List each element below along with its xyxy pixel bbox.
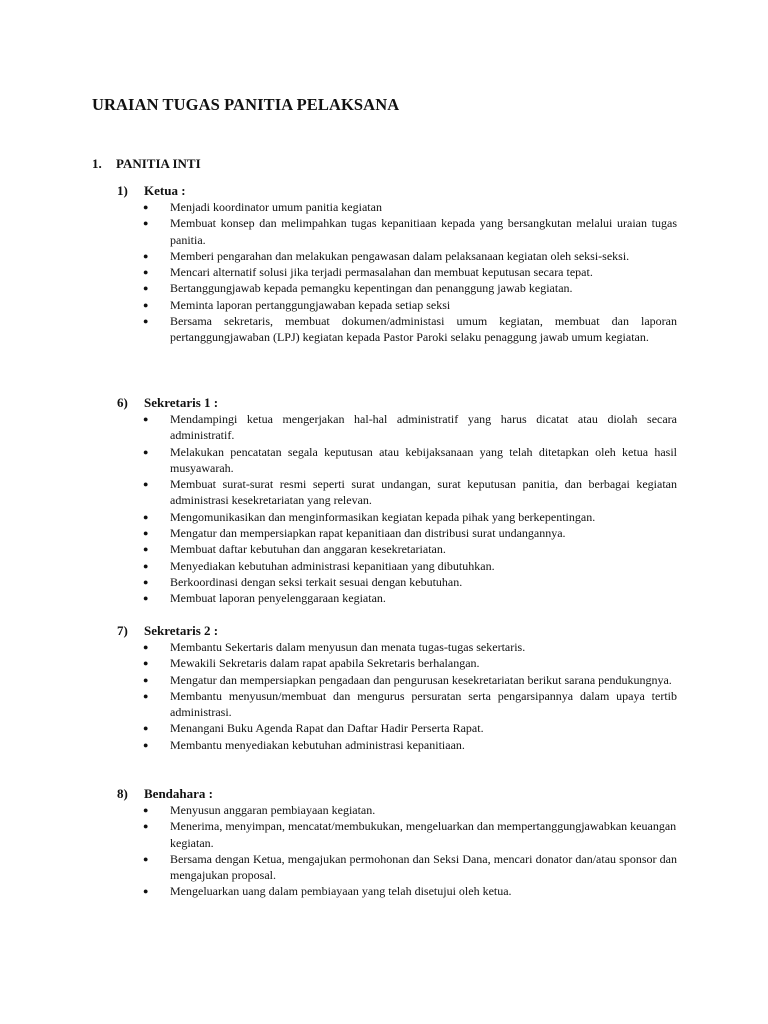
bullet-icon: ● bbox=[143, 250, 149, 261]
bullet-icon: ● bbox=[143, 479, 149, 490]
list-item: ● Melakukan pencatatan segala keputusan atau kebijaksanaan yang telah ditetapkan oleh ketua hasil musyawarah. bbox=[143, 444, 677, 475]
list-item: ● Menjadi koordinator umum panitia kegiatan bbox=[143, 200, 382, 214]
section-heading bbox=[117, 622, 677, 639]
bullet-icon: ● bbox=[143, 218, 149, 229]
list-item: ● Bersama dengan Ketua, mengajukan permohonan dan Seksi Dana, mencari donator dan/atau sponsor dan mengajukan proposal. bbox=[143, 851, 677, 883]
bullet-icon: ● bbox=[143, 202, 149, 212]
list-item: ● Membantu menyusun/membuat dan mengurus persuratan serta pengarsipannya dalam upaya tertib administrasi. bbox=[143, 688, 677, 720]
section-number: 7) bbox=[117, 623, 128, 638]
section-number: 1) bbox=[117, 183, 128, 198]
bullet-icon: ● bbox=[143, 544, 149, 555]
bullet-icon: ● bbox=[143, 821, 149, 832]
main-section-heading bbox=[92, 156, 201, 172]
bullet-list bbox=[117, 199, 677, 346]
main-section-label: PANITIA INTI bbox=[116, 156, 201, 171]
bullet-icon: ● bbox=[143, 511, 149, 522]
section-heading bbox=[117, 785, 677, 802]
section-label: Bendahara : bbox=[144, 786, 213, 801]
list-item: ● Membantu Sekertaris dalam menyusun dan menata tugas-tugas sekertaris. bbox=[143, 640, 526, 654]
section-label: Ketua : bbox=[144, 183, 186, 198]
bullet-icon: ● bbox=[143, 414, 149, 424]
list-item: ● Mendampingi ketua mengerjakan hal-hal administratif yang harus dicatat atau diolah secara administratif. bbox=[143, 412, 677, 443]
section-heading bbox=[117, 182, 677, 199]
list-item: ● Mengatur dan mempersiapkan pengadaan dan pengurusan kesekretariatan berikut sarana pendukungnya. bbox=[143, 672, 672, 687]
section-ketua bbox=[117, 182, 677, 346]
list-item: ● Mewakili Sekretaris dalam rapat apabila Sekretaris berhalangan. bbox=[143, 656, 480, 671]
bullet-icon: ● bbox=[143, 316, 149, 327]
main-section-number: 1. bbox=[92, 156, 102, 171]
list-item: ● Mengomunikasikan dan menginformasikan kegiatan kepada pihak yang berkepentingan. bbox=[143, 509, 596, 524]
bullet-icon: ● bbox=[143, 576, 149, 587]
bullet-icon: ● bbox=[143, 528, 149, 539]
list-item: ● Membuat surat-surat resmi seperti surat undangan, surat keputusan panitia, dan berbagai kegiatan administrasi kesekretariatan yang relevan. bbox=[143, 477, 677, 508]
bullet-icon: ● bbox=[143, 886, 149, 897]
bullet-icon: ● bbox=[143, 446, 149, 457]
list-item: ● Menyediakan kebutuhan administrasi kepanitiaan yang dibutuhkan. bbox=[143, 558, 495, 573]
bullet-icon: ● bbox=[143, 593, 149, 604]
section-bendahara bbox=[117, 785, 677, 900]
bullet-icon: ● bbox=[143, 283, 149, 294]
bullet-icon: ● bbox=[143, 805, 149, 815]
bullet-icon: ● bbox=[143, 658, 149, 669]
bullet-icon: ● bbox=[143, 560, 149, 571]
document-title: URAIAN TUGAS PANITIA PELAKSANA bbox=[92, 95, 400, 114]
bullet-list bbox=[117, 639, 677, 753]
list-item: ● Membuat konsep dan melimpahkan tugas kepanitiaan kepada yang bersangkutan melalui uraian tugas panitia. bbox=[143, 216, 677, 247]
list-item: ● Mengatur dan mempersiapkan rapat kepanitiaan dan distribusi surat undangannya. bbox=[143, 526, 566, 541]
bullet-icon: ● bbox=[143, 674, 149, 685]
bullet-icon: ● bbox=[143, 267, 149, 278]
list-item: ● Bertanggungjawab kepada pemangku kepentingan dan penanggung jawab kegiatan. bbox=[143, 281, 573, 296]
list-item: ● Menyusun anggaran pembiayaan kegiatan. bbox=[143, 803, 376, 817]
list-item: ● Membuat laporan penyelenggaraan kegiatan. bbox=[143, 591, 386, 606]
section-sekretaris-1 bbox=[117, 394, 677, 607]
section-number: 6) bbox=[117, 395, 128, 410]
bullet-icon: ● bbox=[143, 853, 149, 864]
list-item: ● Meminta laporan pertanggungjawaban kepada setiap seksi bbox=[143, 297, 451, 312]
section-number: 8) bbox=[117, 786, 128, 801]
bullet-icon: ● bbox=[143, 723, 149, 734]
bullet-icon: ● bbox=[143, 739, 149, 750]
bullet-icon: ● bbox=[143, 299, 149, 310]
list-item: ● Memberi pengarahan dan melakukan pengawasan dalam pelaksanaan kegiatan oleh seksi-seksi. bbox=[143, 248, 630, 263]
list-item: ● Mengeluarkan uang dalam pembiayaan yang telah disetujui oleh ketua. bbox=[143, 884, 512, 899]
bullet-list bbox=[117, 802, 677, 900]
bullet-icon: ● bbox=[143, 690, 149, 701]
list-item: ● Berkoordinasi dengan seksi terkait sesuai dengan kebutuhan. bbox=[143, 574, 463, 589]
list-item: ● Menerima, menyimpan, mencatat/membukukan, mengeluarkan dan mempertanggungjawabkan keuangan kegiatan. bbox=[143, 819, 677, 850]
list-item: ● Membuat daftar kebutuhan dan anggaran kesekretariatan. bbox=[143, 542, 446, 557]
section-heading bbox=[117, 394, 677, 411]
list-item: ● Menangani Buku Agenda Rapat dan Daftar Hadir Perserta Rapat. bbox=[143, 721, 484, 736]
section-sekretaris-2 bbox=[117, 622, 677, 753]
bullet-icon: ● bbox=[143, 642, 149, 652]
list-item: ● Mencari alternatif solusi jika terjadi permasalahan dan membuat keputusan secara tepat. bbox=[143, 265, 593, 280]
bullet-list bbox=[117, 411, 677, 607]
list-item: ● Membantu menyediakan kebutuhan administrasi kepanitiaan. bbox=[143, 737, 465, 752]
list-item: ● Bersama sekretaris, membuat dokumen/administasi umum kegiatan, membuat dan laporan pertanggungjawaban (LPJ) kegiatan kepada Pastor Paroki selaku penaggung jawab umum kegiatan. bbox=[143, 314, 677, 345]
section-label: Sekretaris 1 : bbox=[144, 395, 219, 410]
section-label: Sekretaris 2 : bbox=[144, 623, 219, 638]
